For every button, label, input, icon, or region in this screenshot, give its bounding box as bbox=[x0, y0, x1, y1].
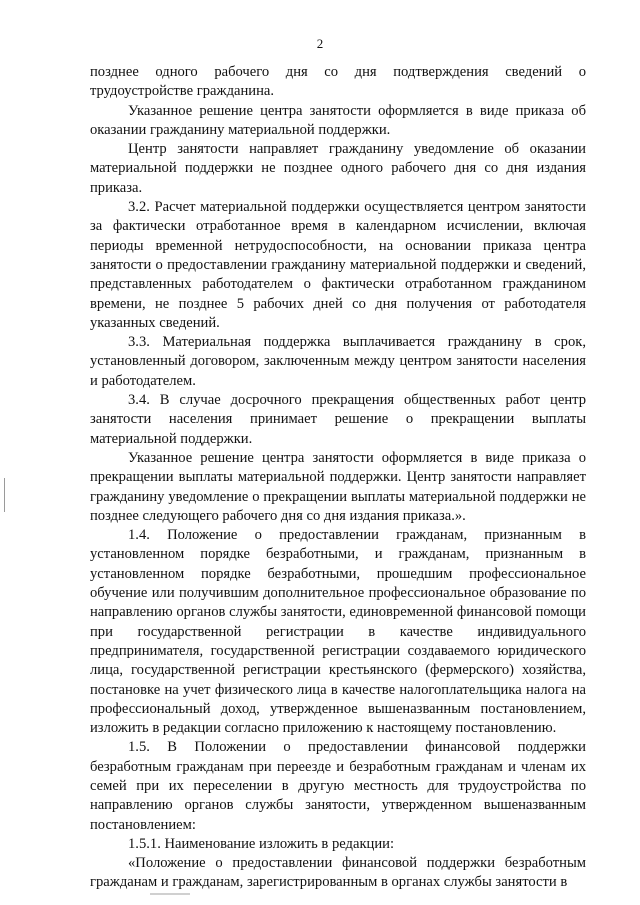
paragraph: Указанное решение центра занятости оформляется в виде приказа об оказании гражданину материальной поддержки. bbox=[90, 102, 586, 138]
paragraph: 3.2. Расчет материальной поддержки осуществляется центром занятости за фактически отработанное время в календарном исчислении, включая периоды временной нетрудоспособности, на основании приказа центра занятости о предоставлении гражданину материальной поддержки и сведений, представленных работодателем о фактически отработанном гражданином времени, не позднее 5 рабочих дней со дня получения от работодателя указанных сведений. bbox=[90, 199, 586, 331]
margin-mark bbox=[4, 478, 5, 512]
paragraph: позднее одного рабочего дня со дня подтверждения сведений о трудоустройстве гражданина. bbox=[90, 64, 586, 100]
paragraph: Центр занятости направляет гражданину уведомление об оказании материальной поддержки не позднее одного рабочего дня со дня издания приказа. bbox=[90, 141, 586, 196]
paragraph: «Положение о предоставлении финансовой поддержки безработным гражданам и гражданам, зарегистрированным в органах службы занятости в bbox=[90, 855, 586, 891]
paragraph: 1.5. В Положении о предоставлении финансовой поддержки безработным гражданам при переезде и безработным гражданам и членам их семей при их переселении в другую местность для трудоустройства по направлению органов службы занятости, утвержденном вышеназванным постановлением: bbox=[90, 739, 586, 833]
paragraph: 3.4. В случае досрочного прекращения общественных работ центр занятости населения принимает решение о прекращении выплаты материальной поддержки. bbox=[90, 392, 586, 447]
paragraph: Указанное решение центра занятости оформляется в виде приказа о прекращении выплаты материальной поддержки. Центр занятости направляет гражданину уведомление о прекращении выплаты материальной поддержки не позднее следующего рабочего дня со дня издания приказа.». bbox=[90, 449, 586, 524]
document-body bbox=[90, 63, 586, 893]
footer-mark bbox=[150, 893, 190, 895]
paragraph: 1.5.1. Наименование изложить в редакции: bbox=[128, 835, 395, 852]
paragraph: 3.3. Материальная поддержка выплачивается гражданину в срок, установленный договором, заключенным между центром занятости населения и работодателем. bbox=[90, 334, 586, 389]
page-number: 2 bbox=[316, 36, 324, 51]
paragraph: 1.4. Положение о предоставлении гражданам, признанным в установленном порядке безработными, и гражданам, признанным в установленном порядке безработными, прошедшим профессиональное обучение или получившим дополнительное профессиональное образование по направлению органов службы занятости, единовременной финансовой помощи при государственной регистрации в качестве индивидуального предпринимателя, государственной регистрации создаваемого юридического лица, государственной регистрации крестьянского (фермерского) хозяйства, постановке на учет физического лица в качестве налогоплательщика налога на профессиональный доход, утвержденное вышеназванным постановлением, изложить в редакции согласно приложению к настоящему постановлению. bbox=[90, 527, 586, 737]
